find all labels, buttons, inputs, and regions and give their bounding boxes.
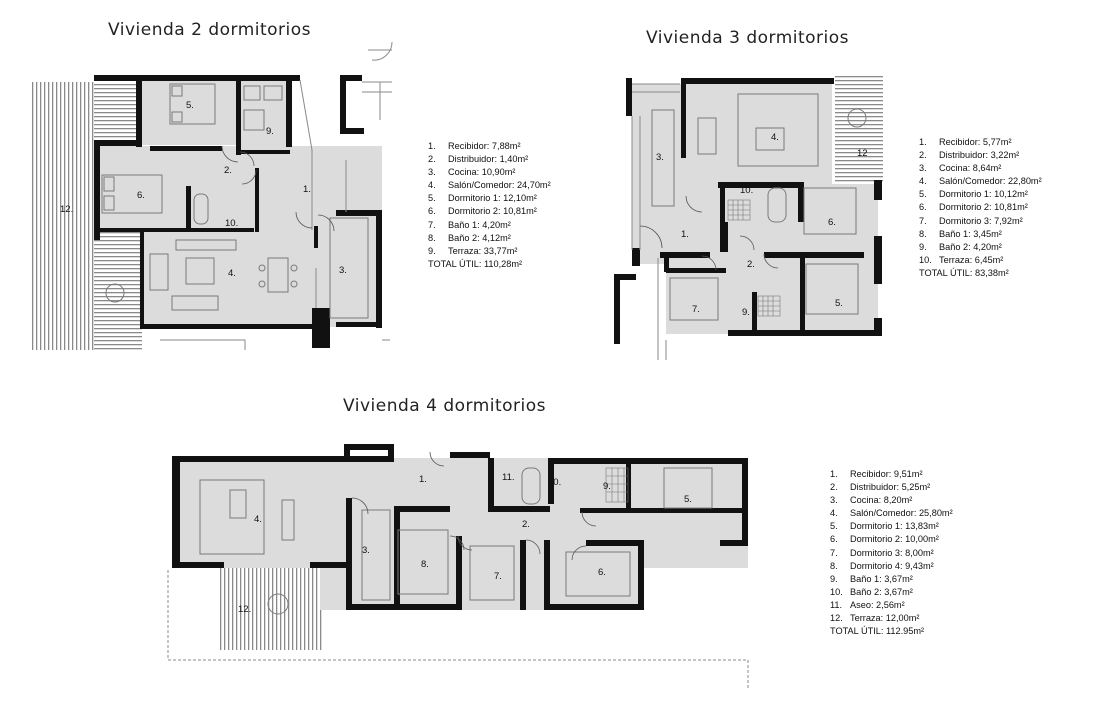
room-label: 7. <box>494 571 502 582</box>
room-label: 2. <box>522 519 530 530</box>
legend-item: 7. Dormitorio 3: 7,92m² <box>919 215 1023 226</box>
legend-item: 2. Distribuidor: 5,25m² <box>830 482 931 493</box>
room-label: 1. <box>303 184 311 195</box>
room-label: 9. <box>603 481 611 492</box>
legend-item: 5. Dormitorio 1: 13,83m² <box>830 521 939 532</box>
legend-item: 9. Baño 1: 3,67m² <box>830 573 913 584</box>
room-label: 7. <box>692 304 700 315</box>
legend-item: 4. Salón/Comedor: 25,80m² <box>830 508 953 519</box>
room-label: 3. <box>339 265 347 276</box>
plan-title-4-bedrooms: Vivienda 4 dormitorios <box>343 396 547 416</box>
legend-item: 2. Distribuidor: 1,40m² <box>428 154 529 165</box>
room-label: 9. <box>742 307 750 318</box>
room-label: 3. <box>362 545 370 556</box>
legend-item: 1. Recibidor: 7,88m² <box>428 141 521 151</box>
room-label: 11. <box>502 472 515 483</box>
room-label: 5. <box>684 494 692 505</box>
legend-item: 3. Cocina: 8,20m² <box>830 495 913 506</box>
legend-item: 5. Dormitorio 1: 10,12m² <box>919 189 1028 200</box>
legend-item: 2. Distribuidor: 3,22m² <box>919 150 1020 161</box>
room-label: 6. <box>828 217 836 228</box>
room-label: 12. <box>238 604 252 615</box>
room-label: 6. <box>598 567 606 578</box>
legend-item: 4. Salón/Comedor: 24,70m² <box>428 180 551 191</box>
legend-item: 9. Baño 2: 4,20m² <box>919 241 1002 252</box>
room-label: 4. <box>228 268 236 279</box>
room-label: 2. <box>747 259 755 270</box>
room-label: 10. <box>225 218 239 229</box>
legend-item: 3. Cocina: 10,90m² <box>428 167 516 178</box>
legend-item: 4. Salón/Comedor: 22,80m² <box>919 176 1042 187</box>
room-label: 9. <box>266 126 274 137</box>
legend-item: 7. Baño 1: 4,20m² <box>428 219 511 230</box>
legend-item: 8. Baño 1: 3,45m² <box>919 228 1002 239</box>
room-label: 1. <box>419 474 427 485</box>
room-label: 1. <box>681 229 689 240</box>
legend-total: TOTAL ÚTIL: 112.95m² <box>830 626 925 637</box>
legend-item: 6. Dormitorio 2: 10,81m² <box>428 206 537 217</box>
legend-item: 6. Dormitorio 2: 10,81m² <box>919 202 1028 213</box>
legend-total: TOTAL ÚTIL: 110,28m² <box>428 258 523 269</box>
legend-item: 6. Dormitorio 2: 10,00m² <box>830 534 939 545</box>
legend-item: 8. Dormitorio 4: 9,43m² <box>830 560 934 571</box>
legend-item: 9. Terraza: 33,77m² <box>428 245 518 256</box>
room-label: 4. <box>254 514 262 525</box>
legend-item: 11. Aseo: 2,56m² <box>830 599 905 610</box>
room-label: 5. <box>835 298 843 309</box>
legend-item: 7. Dormitorio 3: 8,00m² <box>830 547 934 558</box>
plan-title-3-bedrooms: Vivienda 3 dormitorios <box>646 28 850 48</box>
room-label: 12 <box>857 148 868 159</box>
legend-item: 5. Dormitorio 1: 12,10m² <box>428 193 537 204</box>
room-label: 2. <box>224 165 232 176</box>
room-label: 12. <box>60 204 74 215</box>
room-label: 5. <box>186 100 194 111</box>
room-label: 10. <box>740 185 754 196</box>
legend-item: 10. Terraza: 6,45m² <box>919 254 1004 265</box>
legend-total: TOTAL ÚTIL: 83,38m² <box>919 267 1009 278</box>
terrace-area <box>218 566 322 650</box>
legend-item: 3. Cocina: 8,64m² <box>919 163 1002 174</box>
room-label: 4. <box>771 132 779 143</box>
room-label: 8. <box>421 559 429 570</box>
legend-item: 8. Baño 2: 4,12m² <box>428 232 511 243</box>
legend-item: 1. Recibidor: 9,51m² <box>830 469 923 479</box>
plan-title-2-bedrooms: Vivienda 2 dormitorios <box>108 20 312 40</box>
room-label: 3. <box>656 152 664 163</box>
legend-item: 12. Terraza: 12,00m² <box>830 613 920 624</box>
room-label: 10. <box>548 477 562 488</box>
legend-item: 10. Baño 2: 3,67m² <box>830 586 913 597</box>
room-label: 6. <box>137 190 145 201</box>
legend-item: 1. Recibidor: 5,77m² <box>919 137 1012 147</box>
